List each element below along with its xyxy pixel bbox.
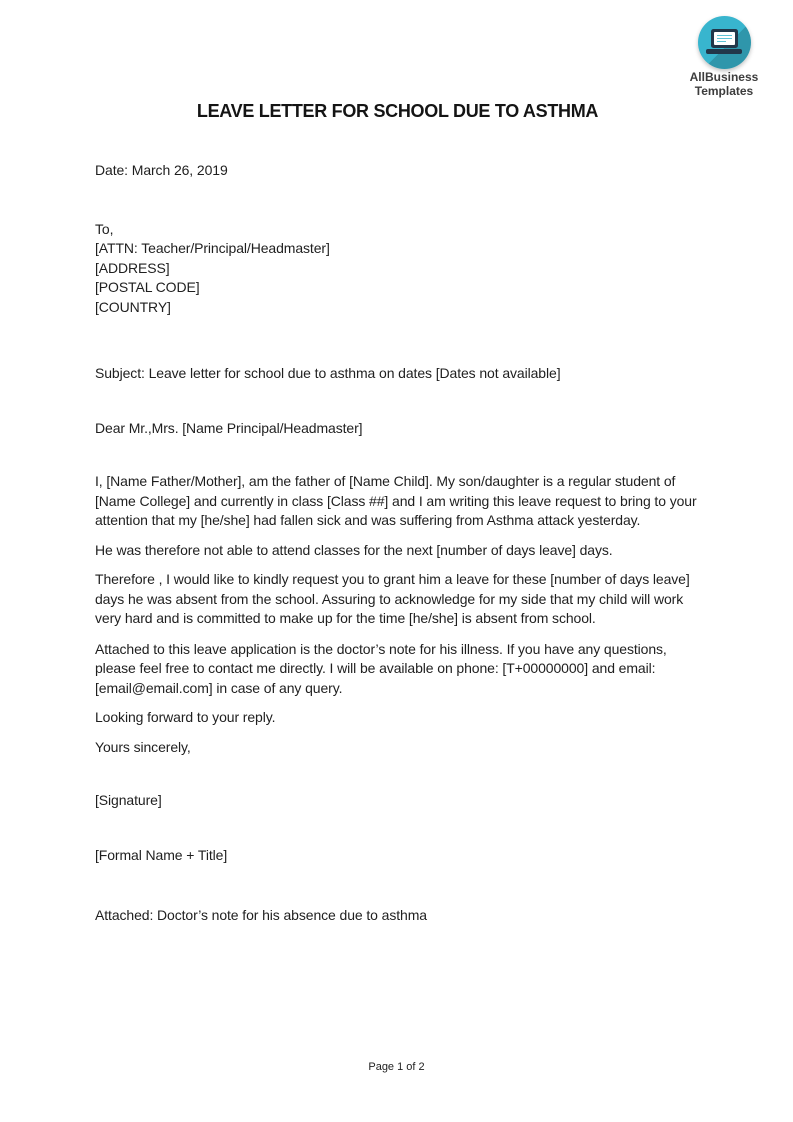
page-footer	[0, 1061, 793, 1074]
laptop-glyph	[705, 29, 743, 54]
recipient-block	[95, 220, 700, 318]
formal-name-placeholder: [Formal Name + Title]	[95, 846, 228, 863]
screen-text-line	[717, 35, 732, 37]
body-paragraph-absence: He was therefore not able to attend classes for the next [number of days leave] days.	[95, 541, 613, 558]
recipient-line-address: [ADDRESS]	[95, 259, 170, 276]
laptop-screen-content	[714, 32, 735, 45]
logo-brand-text	[669, 70, 779, 98]
recipient-line-to: To,	[95, 220, 114, 237]
date-line: Date: March 26, 2019	[95, 162, 228, 178]
body-paragraph-looking-forward: Looking forward to your reply.	[95, 709, 276, 725]
subject-line: Subject: Leave letter for school due to asthma on dates [Dates not available]	[95, 365, 561, 381]
attachment-line: Attached: Doctor’s note for his absence due to asthma	[95, 907, 427, 923]
laptop-screen	[711, 29, 738, 48]
laptop-icon	[698, 16, 751, 69]
allbusiness-templates-logo	[669, 16, 779, 98]
logo-brand-line1: AllBusiness	[689, 70, 759, 84]
screen-text-line	[717, 38, 732, 40]
logo-brand-line2: Templates	[694, 84, 754, 98]
closing-line: Yours sincerely,	[95, 738, 191, 755]
screen-text-line	[717, 41, 726, 43]
recipient-line-attn: [ATTN: Teacher/Principal/Headmaster]	[95, 240, 330, 256]
recipient-line-country: [COUNTRY]	[95, 298, 171, 315]
recipient-line-postal-code: [POSTAL CODE]	[95, 279, 200, 295]
signature-placeholder: [Signature]	[95, 792, 162, 808]
body-paragraph-request: Therefore , I would like to kindly request you to grant him a leave for these [number of days leave] days he was absent from the school. Assuring to acknowledge for my side that my child will work very hard and is committed to make up for the time [he/she] is absent from school.	[95, 571, 690, 626]
laptop-base	[706, 49, 742, 54]
body-paragraph-contact: Attached to this leave application is the doctor’s note for his illness. If you have any questions, please feel free to contact me directly. I will be available on phone: [T+00000000] and email: [email@email.com] in case of any query.	[95, 640, 667, 696]
letter-title: LEAVE LETTER FOR SCHOOL DUE TO ASTHMA	[196, 101, 599, 121]
body-paragraph-intro: I, [Name Father/Mother], am the father of [Name Child]. My son/daughter is a regular student of [Name College] and currently in class [Class ##] and I am writing this leave request to bring to your attention that my [he/she] had fallen sick and was suffering from Asthma attack yesterday.	[95, 473, 697, 528]
salutation: Dear Mr.,Mrs. [Name Principal/Headmaster]	[95, 419, 363, 436]
page-indicator: Page 1 of 2	[368, 1061, 425, 1073]
